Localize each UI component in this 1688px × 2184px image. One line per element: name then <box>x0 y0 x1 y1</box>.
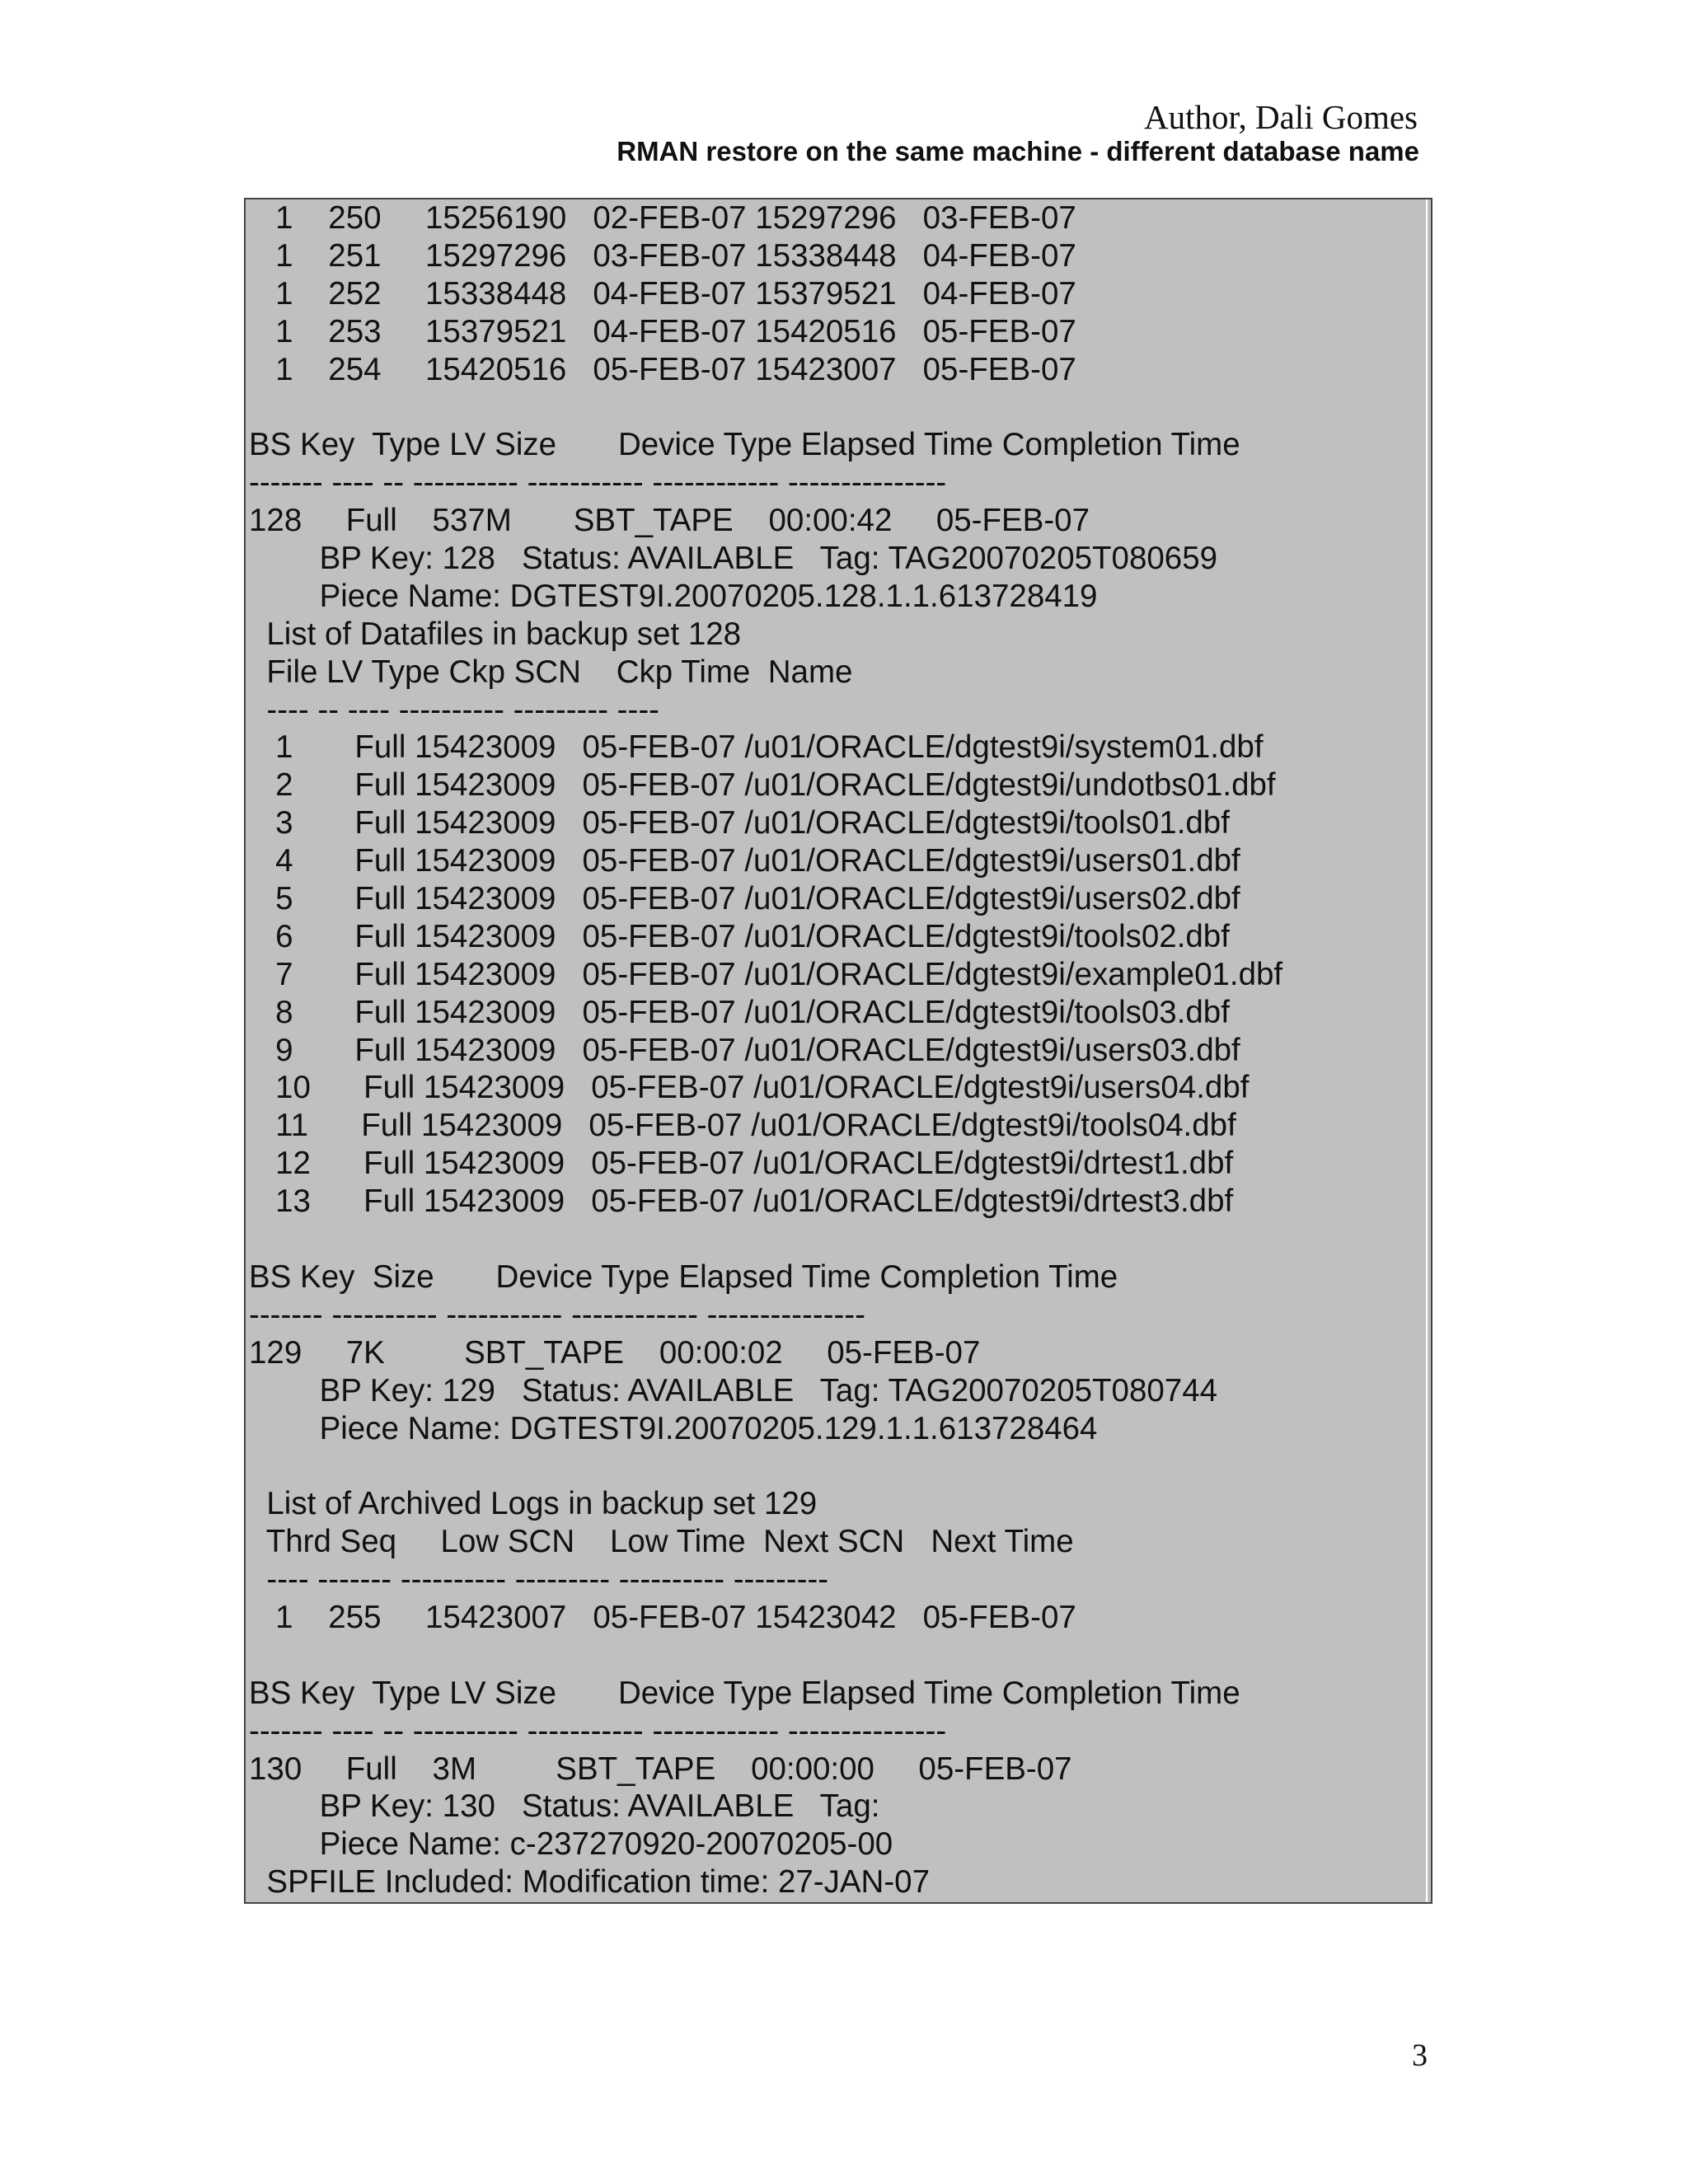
document-author: Author, Dali Gomes <box>1143 98 1418 136</box>
code-line: 2 Full 15423009 05-FEB-07 /u01/ORACLE/dgtest9i/undotbs01.dbf <box>249 767 1276 804</box>
code-line: 1 253 15379521 04-FEB-07 15420516 05-FEB-07 <box>249 313 1076 349</box>
code-line: 129 7K SBT_TAPE 00:00:02 05-FEB-07 <box>249 1334 981 1371</box>
code-line: BP Key: 129 Status: AVAILABLE Tag: TAG20070205T080744 <box>249 1372 1218 1408</box>
code-line: 1 250 15256190 02-FEB-07 15297296 03-FEB-07 <box>249 200 1076 236</box>
page-number: 3 <box>1412 2038 1428 2073</box>
code-line: SPFILE Included: Modification time: 27-JAN-07 <box>249 1864 930 1900</box>
code-line: Thrd Seq Low SCN Low Time Next SCN Next Time <box>249 1524 1074 1560</box>
code-line: 1 Full 15423009 05-FEB-07 /u01/ORACLE/dgtest9i/system01.dbf <box>249 729 1264 766</box>
code-line: List of Archived Logs in backup set 129 <box>249 1486 818 1522</box>
code-line <box>249 1447 1282 1485</box>
code-line: BS Key Type LV Size Device Type Elapsed Time Completion Time <box>249 427 1240 463</box>
code-line: 5 Full 15423009 05-FEB-07 /u01/ORACLE/dgtest9i/users02.dbf <box>249 881 1240 917</box>
code-line <box>249 1221 1282 1258</box>
code-line: ---- ------- ---------- --------- ---------- --------- <box>249 1562 829 1598</box>
code-line: 13 Full 15423009 05-FEB-07 /u01/ORACLE/dgtest9i/drtest3.dbf <box>249 1183 1234 1220</box>
code-line: ------- ---------- ----------- ------------ --------------- <box>249 1296 865 1333</box>
code-line: Piece Name: DGTEST9I.20070205.128.1.1.613728419 <box>249 578 1098 614</box>
rman-output-block <box>244 198 1432 1904</box>
code-lines <box>249 199 1282 1901</box>
code-line: 130 Full 3M SBT_TAPE 00:00:00 05-FEB-07 <box>249 1750 1072 1787</box>
code-line <box>249 388 1282 426</box>
code-line: 8 Full 15423009 05-FEB-07 /u01/ORACLE/dgtest9i/tools03.dbf <box>249 994 1230 1030</box>
code-line: 12 Full 15423009 05-FEB-07 /u01/ORACLE/dgtest9i/drtest1.dbf <box>249 1146 1234 1182</box>
code-line: Piece Name: c-237270920-20070205-00 <box>249 1826 893 1863</box>
code-line: BP Key: 130 Status: AVAILABLE Tag: <box>249 1788 880 1825</box>
code-line: 1 252 15338448 04-FEB-07 15379521 04-FEB-07 <box>249 275 1076 312</box>
code-line: 128 Full 537M SBT_TAPE 00:00:42 05-FEB-07 <box>249 503 1090 539</box>
code-line: 1 251 15297296 03-FEB-07 15338448 04-FEB-07 <box>249 237 1076 274</box>
code-line: Piece Name: DGTEST9I.20070205.129.1.1.613728464 <box>249 1410 1098 1446</box>
code-line: 9 Full 15423009 05-FEB-07 /u01/ORACLE/dgtest9i/users03.dbf <box>249 1032 1240 1068</box>
code-line: ------- ---- -- ---------- ----------- ------------ --------------- <box>249 465 947 501</box>
code-line: ---- -- ---- ---------- --------- ---- <box>249 691 659 728</box>
code-line: File LV Type Ckp SCN Ckp Time Name <box>249 654 853 690</box>
code-line: ------- ---- -- ---------- ----------- ------------ --------------- <box>249 1713 947 1749</box>
code-line: 7 Full 15423009 05-FEB-07 /u01/ORACLE/dgtest9i/example01.dbf <box>249 956 1283 992</box>
code-line: 1 254 15420516 05-FEB-07 15423007 05-FEB-07 <box>249 351 1076 387</box>
code-line: 11 Full 15423009 05-FEB-07 /u01/ORACLE/dgtest9i/tools04.dbf <box>249 1108 1236 1144</box>
code-line: 6 Full 15423009 05-FEB-07 /u01/ORACLE/dgtest9i/tools02.dbf <box>249 918 1230 954</box>
code-line: 1 255 15423007 05-FEB-07 15423042 05-FEB-07 <box>249 1599 1076 1635</box>
code-line: BS Key Type LV Size Device Type Elapsed Time Completion Time <box>249 1675 1240 1711</box>
code-line: 4 Full 15423009 05-FEB-07 /u01/ORACLE/dgtest9i/users01.dbf <box>249 843 1240 879</box>
document-title: RMAN restore on the same machine - different database name <box>617 136 1419 166</box>
code-line: 3 Full 15423009 05-FEB-07 /u01/ORACLE/dgtest9i/tools01.dbf <box>249 805 1230 841</box>
code-line: BP Key: 128 Status: AVAILABLE Tag: TAG20070205T080659 <box>249 541 1218 577</box>
code-line <box>249 1637 1282 1675</box>
code-line: List of Datafiles in backup set 128 <box>249 616 742 652</box>
code-line: 10 Full 15423009 05-FEB-07 /u01/ORACLE/dgtest9i/users04.dbf <box>249 1070 1250 1106</box>
code-line: BS Key Size Device Type Elapsed Time Completion Time <box>249 1258 1118 1295</box>
